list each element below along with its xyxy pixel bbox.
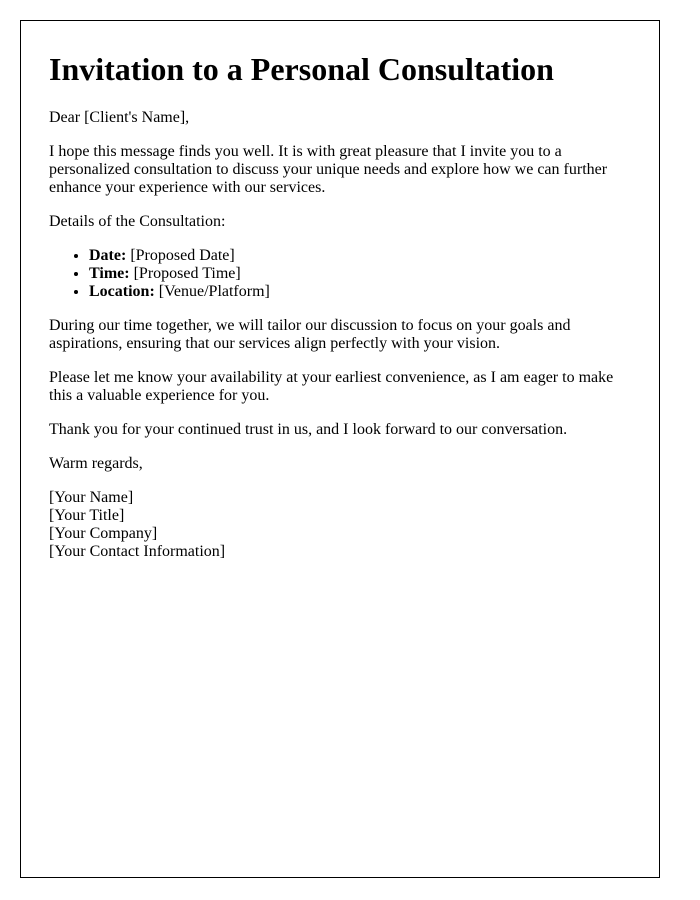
greeting: Dear [Client's Name],: [49, 109, 190, 126]
detail-label: Date:: [89, 247, 127, 264]
signature-contact: [Your Contact Information]: [49, 543, 226, 560]
details-heading: Details of the Consultation:: [49, 213, 226, 230]
body-paragraph-1: During our time together, we will tailor our discussion to focus on your goals and aspirations, ensuring that our services align perfectly with your vision.: [49, 317, 571, 352]
detail-item-location: [89, 283, 639, 301]
detail-value: [Proposed Time]: [133, 265, 241, 282]
details-list: [49, 247, 639, 301]
signature-title: [Your Title]: [49, 507, 125, 524]
closing: Warm regards,: [49, 455, 143, 472]
signature-name: [Your Name]: [49, 489, 134, 506]
letter-content: [49, 51, 639, 561]
detail-label: Time:: [89, 265, 130, 282]
detail-label: Location:: [89, 283, 155, 300]
signature-block: [49, 489, 639, 561]
body-paragraph-2: Please let me know your availability at your earliest convenience, as I am eager to make this a valuable experience for you.: [49, 369, 614, 404]
body-paragraph-3: Thank you for your continued trust in us, and I look forward to our conversation.: [49, 421, 568, 438]
letter-page: [20, 20, 660, 878]
detail-value: [Venue/Platform]: [158, 283, 270, 300]
letter-title: Invitation to a Personal Consultation: [49, 51, 554, 87]
detail-item-time: [89, 265, 639, 283]
intro-paragraph: I hope this message finds you well. It is with great pleasure that I invite you to a personalized consultation to discuss your unique needs and explore how we can further enhance your experience with our services.: [49, 143, 608, 196]
signature-company: [Your Company]: [49, 525, 158, 542]
detail-value: [Proposed Date]: [130, 247, 235, 264]
detail-item-date: [89, 247, 639, 265]
